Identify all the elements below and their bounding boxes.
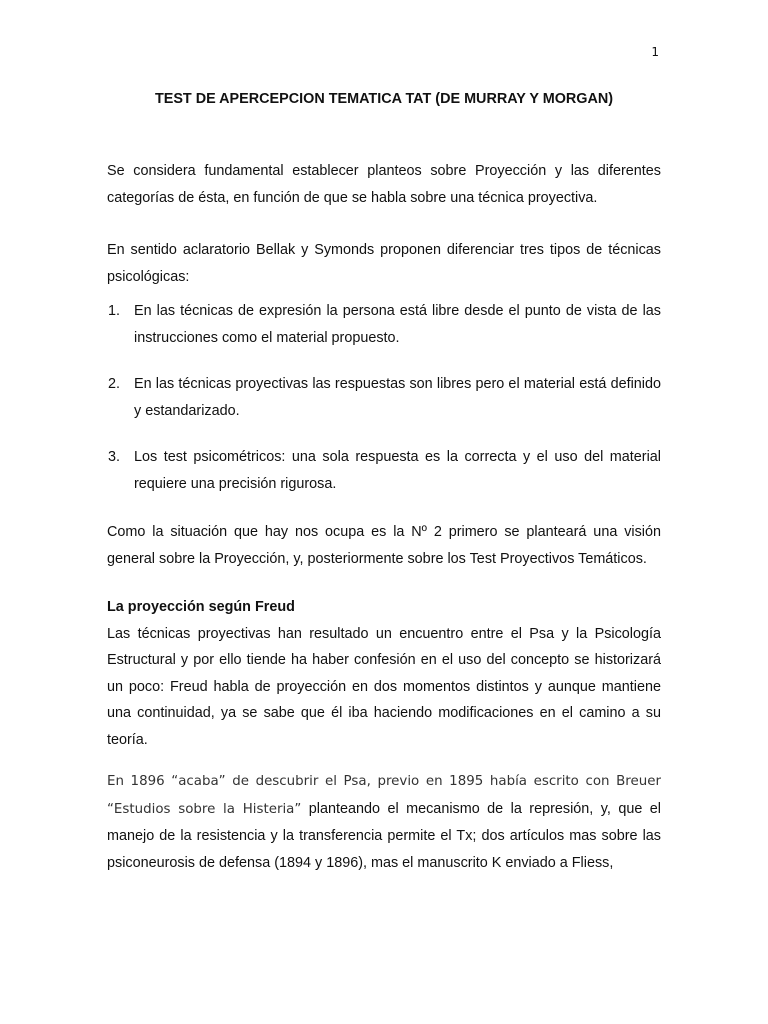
list-item <box>107 444 661 497</box>
section-heading: La proyección según Freud <box>107 599 295 615</box>
list-item-text: En las técnicas de expresión la persona está libre desde el punto de vista de las instrucciones como el material propuesto. <box>134 303 661 346</box>
document-body <box>107 88 661 876</box>
list-item <box>107 371 661 424</box>
list-item-number: 1. <box>108 303 121 319</box>
list-item-text: Los test psicométricos: una sola respuesta es la correcta y el uso del material requiere una precisión rigurosa. <box>134 449 661 492</box>
paragraph-projection-intro: Se considera fundamental establecer planteos sobre Proyección y las diferentes categorías de ésta, en función de que se habla sobre una técnica proyectiva. <box>107 163 661 206</box>
paragraph-history-alt-font: En 1896 “acaba” de descubrir el Psa, previo en 1895 había escrito con Breuer “Estudios sobre la Histeria” <box>107 774 661 817</box>
list-item-number: 2. <box>108 376 121 392</box>
techniques-list <box>107 298 661 497</box>
document-title: TEST DE APERCEPCION TEMATICA TAT (DE MURRAY Y MORGAN) <box>154 91 614 107</box>
paragraph-freud: Las técnicas proyectivas han resultado un encuentro entre el Psa y la Psicología Estructural y por ello tiende ha haber confesión en el uso del concepto se historizará un poco: Freud habla de proyección en dos momentos distintos y aunque mantiene una continuidad, ya se sabe que él iba haciendo modificaciones en el camino a su teoría. <box>107 625 661 748</box>
list-item-number: 3. <box>108 449 121 465</box>
paragraph-history <box>107 768 661 876</box>
paragraph-situation: Como la situación que hay nos ocupa es la Nº 2 primero se planteará una visión general sobre la Proyección, y, posteriormente sobre los Test Proyectivos Temáticos. <box>107 524 661 567</box>
paragraph-history-rest: planteando el mecanismo de la represión, y, que el manejo de la resistencia y la transferencia permite el Tx; dos artículos mas sobre las psiconeurosis de defensa (1894 y 1896), mas el manuscrito K enviado a Fliess, <box>107 800 661 871</box>
page-number: 1 <box>651 45 659 59</box>
list-item <box>107 298 661 351</box>
paragraph-bellak-symonds: En sentido aclaratorio Bellak y Symonds proponen diferenciar tres tipos de técnicas psicológicas: <box>107 242 661 285</box>
list-item-text: En las técnicas proyectivas las respuestas son libres pero el material está definido y estandarizado. <box>134 376 661 419</box>
